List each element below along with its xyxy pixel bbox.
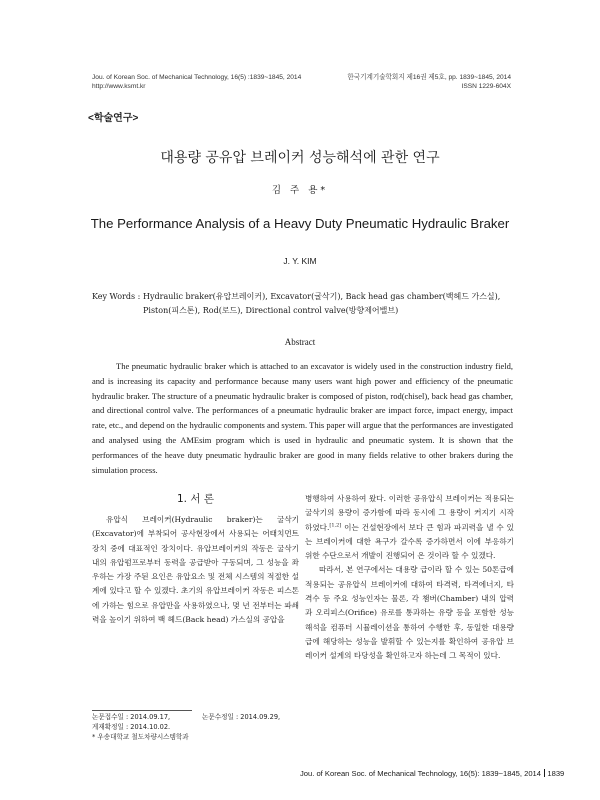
issn: ISSN 1229-604X — [461, 83, 511, 90]
journal-citation-header — [92, 73, 301, 91]
intro-paragraph-1-text-cont: 이는 건설현장에서 보다 큰 힘과 파괴력을 낼 수 있는 브레이커에 대한 욕구가 갈수록 증가하면서 이에 부응하기 위한 수단으로서 개발이 진행되어 온 것이라 할 수 있겠다. — [305, 522, 514, 561]
author-affiliation: * 우송대학교 철도차량시스템학과 — [92, 732, 189, 741]
journal-citation-header-ko — [341, 73, 511, 91]
author-korean: 김 주 용* — [271, 185, 329, 196]
author-english: J. Y. KIM — [283, 256, 317, 266]
intro-paragraph-1-text: 병행하여 사용하여 왔다. 이러한 공유압식 브레이커는 적용되는 굴삭기의 용량이 증가함에 따라 동시에 그 용량이 커지기 시작하였다. — [305, 494, 514, 532]
revised-date: 논문수정일 : 2014.09.29, — [202, 713, 281, 721]
introduction-right-column — [305, 492, 514, 664]
title-english: The Performance Analysis of a Heavy Duty Pneumatic Hydraulic Braker — [90, 216, 510, 231]
journal-citation-en: Jou. of Korean Soc. of Mechanical Technology, 16(5) :1839~1845, 2014 — [92, 74, 302, 81]
received-date: 논문접수일 : 2014.09.17, — [92, 713, 171, 721]
introduction-left-column: 유압식 브레이커(Hydraulic braker)는 굴삭기(Excavator)에 부착되어 공사현장에서 사용되는 어태치먼트 장치 중에 대표적인 장치이다. 유압브레이커의 작동은 굴삭기 내의 유압펌프로부터 동력을 공급받아 구동되며, 그 성능을 좌우하는 가장 주된 요인은 유압요소 및 전체 시스템의 적절한 설계에 있다고 할 수 있겠다. 초기의 유압브레이커 작동은 피스톤에 가하는 힘으로 유압만을 사용하였으나, 몇 년 전부터는 파쇄력을 높이기 위하여 백 헤드(Back head) 가스실의 공압을 — [92, 515, 299, 625]
section-tag: <학술연구> — [88, 113, 139, 124]
intro-paragraph-1 — [305, 492, 514, 563]
footnote-rule — [92, 710, 192, 711]
introduction-heading: 1. 서 론 — [177, 493, 214, 505]
title-korean: 대용량 공유압 브레이커 성능해석에 관한 연구 — [160, 150, 440, 166]
reference-marker[interactable]: [1,2] — [329, 522, 342, 529]
page-footer — [300, 769, 565, 778]
page-number: 1839 — [547, 769, 565, 778]
accepted-date: 게재확정일 : 2014.10.02. — [92, 722, 171, 731]
footer-citation: Jou. of Korean Soc. of Mechanical Technology, 16(5): 1839~1845, 2014 — [300, 769, 541, 778]
intro-paragraph-2: 따라서, 본 연구에서는 대용량 급이라 할 수 있는 50톤급에 적용되는 공유압식 브레이커에 대하여 타격력, 타격에너지, 타격수 등 주요 성능인자는 물론, 각 챔버(Chamber) 내의 압력과 오리피스(Orifice) 유로를 통과하는 유량 등을 포함한 성능해석을 컴퓨터 시뮬레이션을 통하여 수행한 후, 동일한 대용량 급에 해당하는 성능을 발휘할 수 있는지를 확인하여 공유압 브레이커 설계의 타당성을 확인하고자 하는데 그 목적이 있다. — [305, 565, 514, 661]
journal-citation-ko: 한국기계기술학회지 제16권 제5호, pp. 1839~1845, 2014 — [347, 74, 511, 81]
footer-separator — [544, 769, 545, 777]
abstract-heading: Abstract — [284, 337, 316, 347]
journal-url[interactable]: http://www.ksmt.kr — [92, 83, 146, 90]
abstract-body: The pneumatic hydraulic braker which is attached to an excavator is widely used in the construction industry field, and is increasing its capacity and performance because many users want high power and efficiency of the pneumatic hydraulic braker. The structure of a pneumatic hydraulic braker is composed of piston, rod(chisel), back head gas chamber, and directional control valve. The performances of a pneumatic hydraulic braker are impact force, impact energy, impact rate, etc., and depend on the hydraulic components and system. This paper will argue that the performances are investigated and analysed using the AMEsim program which is used in hydraulic and pneumatic system. It is shown that the performances of the heave duty pneumatic hydraulic braker are good in many fields relative to other brakers during the simulation process. — [92, 361, 513, 475]
footnote-block — [92, 713, 299, 742]
keywords-text: Hydraulic braker(유압브레이커), Excavator(굴삭기), Back head gas chamber(백헤드 가스실), Piston(피스톤), Rod(로드), Directional control valve(방향제어밸브) — [143, 292, 501, 315]
keywords-label: Key Words : — [92, 292, 141, 301]
